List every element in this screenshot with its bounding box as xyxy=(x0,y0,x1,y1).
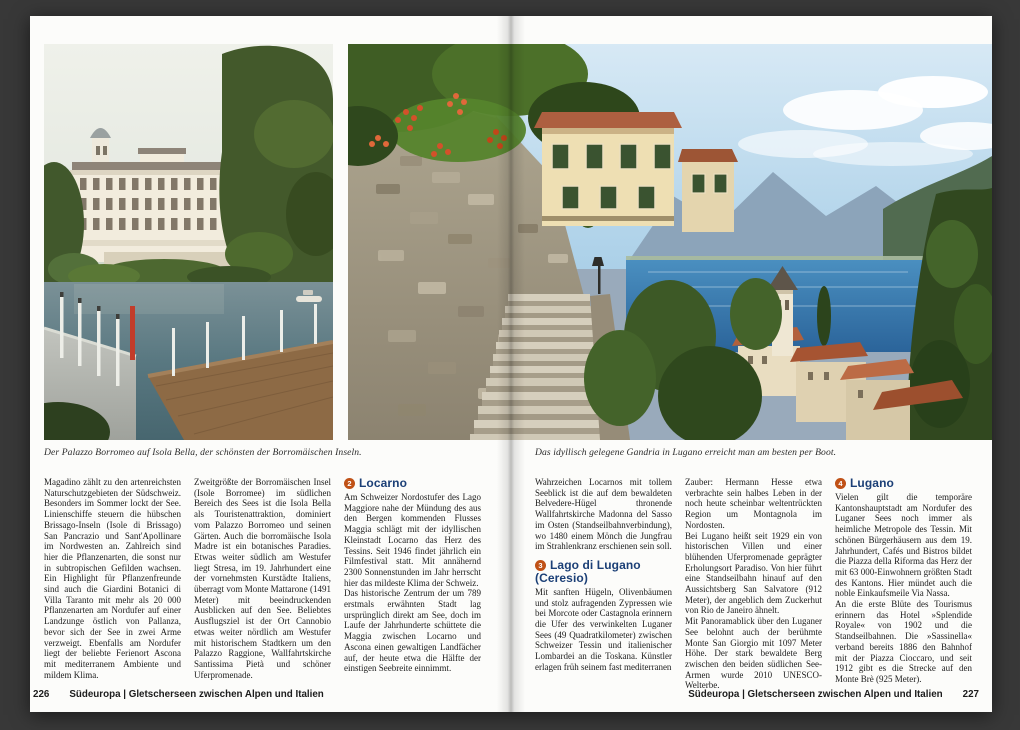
caption-left-photo: Der Palazzo Borromeo auf Isola Bella, der schönsten der Borromäischen Inseln. xyxy=(44,447,362,458)
page-number-right: 227 xyxy=(962,689,979,700)
photo-gandria-lago-di-lugano xyxy=(348,44,992,440)
body-paragraph: Magadino zählt zu den artenreichsten Naturschutzgebieten der Südschweiz. Besonders im Sommer lockt der See. Linienschiffe steuern die hübschen Brissago-Inseln (Isole di Brissago) San Pancrazio und Sant'Apollinare im Nordwesten an. Zahlreich sind hier die Pflanzenarten, die sonst nur in subtropischen Gefilden wachsen. Ein Highlight für Pflanzenfreunde sind auch die Giardini Botanici di Villa Taranto mit mehr als 20 000 Pflanzenarten am Nordufer auf einer Landzunge östlich von Pallanza, bevor sich der See in zwei Arme verzweigt. Ebenfalls am Nordufer liegt der beliebte Ferienort Ascona mit mediterranem Ambiente und mildem Klima. xyxy=(44,477,181,680)
photo-illustration-isola-bella xyxy=(44,44,333,440)
left-column-2 xyxy=(194,477,331,680)
body-paragraph: Mit Panoramablick über den Luganer See belohnt auch der berühmte Monte San Giorgio mit 1097 Meter Höhe. Der stark bewaldete Berg zwischen den beiden südlichen See-Armen wurde 2010 UNESCO-Welterbe. xyxy=(685,616,822,691)
body-paragraph: Zweitgrößte der Borromäischen Insel (Isole Borromee) im südlichen Bereich des Sees ist die Isola Bella als Touristenattraktion, dominiert vom Palazzo Borromeo und seinen Gärten. Auch die borromäische Isola Madre ist ein botanisches Paradies. Etwas weiter südlich am Westufer liegt Stresa, im 19. Jahrhundert eine der vornehmsten Kurstädte Italiens, überragt vom Monte Mattarone (1491 Meter) mit beeindruckenden Ausblicken auf den See. Beliebtes Ausflugsziel ist der Ort Cannobio etwas weiter nördlich am Westufer mit historischem Stadtkern um den Palazzo Raggione, Wallfahrtskirche Santissima Pietà und schöner Uferpromenade. xyxy=(194,477,331,680)
right-column-1 xyxy=(535,477,672,691)
heading-label: Lago di Lugano (Ceresio) xyxy=(535,557,641,585)
body-paragraph: Wahrzeichen Locarnos mit tollem Seeblick ist die auf dem bewaldeten Belvedere-Hügel thronende Wallfahrtskirche Madonna del Sasso im Osten (Standseilbahnverbindung), wo 1480 einem Mönch die Jungfrau im Strahlenkranz erschienen sein soll. xyxy=(535,477,672,552)
left-page-text-columns xyxy=(44,477,481,680)
body-paragraph: Mit sanften Hügeln, Olivenbäumen und stolz aufragenden Zypressen wie bei Morcote oder Castagnola erinnern die Ufer des verwinkelten Luganer Sees (49 Quadratkilometer) zwischen Schweizer Tessin und italienischer Lombardei an die Toskana. Künstler erlagen früh seinem fast mediterranen xyxy=(535,586,672,672)
footer-left-page xyxy=(33,689,324,701)
entry-number-badge: 2 xyxy=(344,478,355,489)
body-paragraph: Zauber: Hermann Hesse etwa verbrachte sein halbes Leben in der noch heute scheinbar weltentrückten Region um Montagnola im Nordosten. xyxy=(685,477,822,530)
heading-label: Lugano xyxy=(850,476,894,490)
footer-title-left: Südeuropa | Gletscherseen zwischen Alpen und Italien xyxy=(69,689,324,700)
body-paragraph: Bei Lugano heißt seit 1929 ein von historischen Villen und einer blühenden Uferpromenade geprägter Erholungsort Paradiso. Von hier führt eine Standseilbahn hinauf auf den Aussichtsberg San Salvatore (912 Meter), der angeblich dem Zuckerhut von Rio de Janeiro ähnelt. xyxy=(685,530,822,616)
entry-number-badge: 3 xyxy=(535,560,546,571)
photo-illustration-gandria xyxy=(348,44,992,440)
body-paragraph: Das historische Zentrum der um 789 erstmals erwähnten Stadt lag ursprünglich direkt am See, doch im Laufe der Jahrhunderte schüttete die Maggia zwischen Locarno und Ascona einen gewaltigen Landfächer auf, der heute etwa die Hälfte der einstigen Seebreite einnimmt. xyxy=(344,588,481,674)
page-number-left: 226 xyxy=(33,689,50,700)
photo-palazzo-borromeo-isola-bella xyxy=(44,44,333,440)
left-column-1 xyxy=(44,477,181,680)
right-column-2 xyxy=(685,477,822,691)
left-column-3 xyxy=(344,477,481,680)
book-spread xyxy=(30,16,992,712)
heading-label: Locarno xyxy=(359,476,408,490)
footer-right-page xyxy=(688,689,979,701)
heading-locarno xyxy=(344,477,481,490)
heading-lugano xyxy=(835,477,972,490)
right-page-text-columns xyxy=(535,477,973,691)
body-paragraph: Am Schweizer Nordostufer des Lago Maggiore nahe der Mündung des aus den Bergen kommenden Flusses Maggia schlägt mit der idyllischen Kleinstadt Locarno das Herz des Tessins. Seit 1946 findet jährlich ein Filmfestival statt. Mit annähernd 2300 Sonnenstunden im Jahr herrscht hier das mildeste Klima der Schweiz. xyxy=(344,492,481,588)
entry-number-badge: 4 xyxy=(835,478,846,489)
heading-lago-di-lugano xyxy=(535,559,672,585)
body-paragraph: Vielen gilt die temporäre Kantonshauptstadt am Nordufer des Luganer Sees noch immer als heimliche Metropole des Tessin. Mit schönen Bürgerhäusern aus dem 19. Jahrhundert, Cafés und Bistros bildet die Piazza della Riforma das Herz der mit 63 000-Einwohnern größten Stadt des Kantons. Hier mündet auch die noble Einkaufsmeile Via Nassa. xyxy=(835,492,972,599)
body-paragraph: An die erste Blüte des Tourismus erinnern das Hotel »Splendide Royale« von 1902 und die Standseilbahnen. Die »Sassinella« verband bereits 1886 den Bahnhof mit der Piazza Cioccaro, und seit 1912 gibt es die Strecke auf den Monte Brè (925 Meter). xyxy=(835,599,972,684)
caption-right-photo: Das idyllisch gelegene Gandria in Lugano erreicht man am besten per Boot. xyxy=(535,447,837,458)
footer-title-right: Südeuropa | Gletscherseen zwischen Alpen und Italien xyxy=(688,689,943,700)
right-column-3 xyxy=(835,477,972,691)
